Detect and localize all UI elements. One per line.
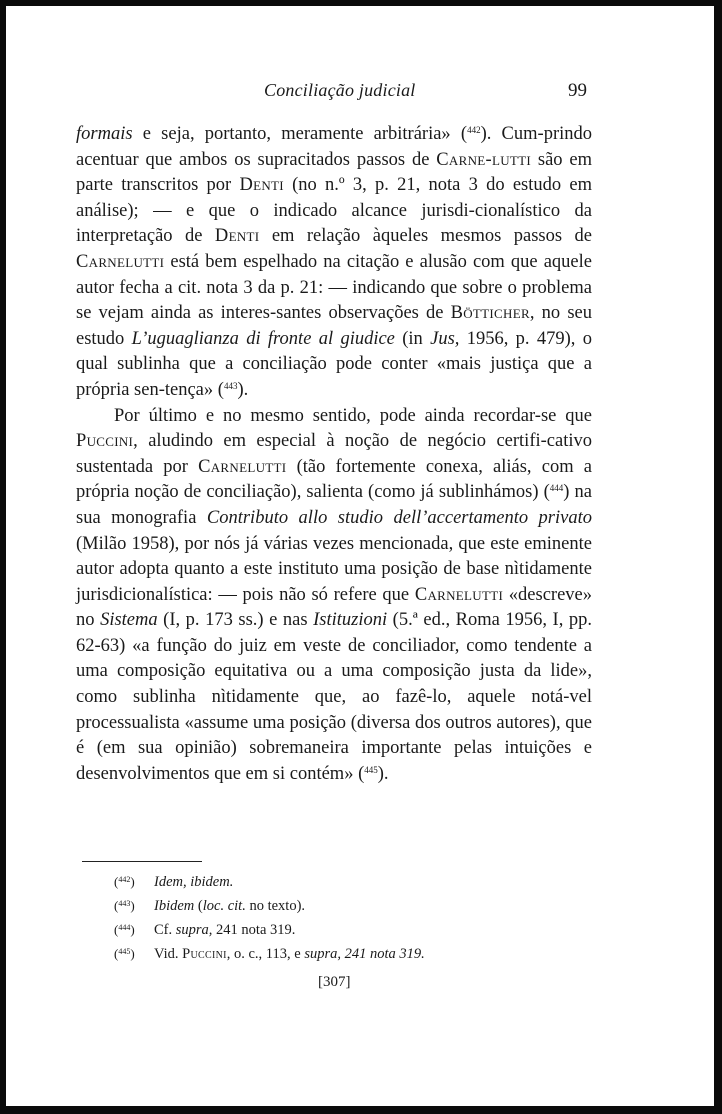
footnote-ref: 442: [467, 125, 481, 135]
text-run: em relação àqueles mesmos passos de: [259, 226, 592, 247]
footnote-ref: 445: [364, 764, 378, 775]
footnote-text: Ibidem: [154, 898, 195, 914]
text-run: , aludindo em especial à noção de negócio certifi-cativo sustentada por: [76, 431, 592, 477]
footnote-text: loc. cit.: [202, 898, 246, 914]
paragraph-2: [76, 404, 592, 788]
footnote-ref: 444: [549, 483, 564, 494]
work-title: Contributo allo studio dell’accertamento privato: [206, 507, 592, 528]
text-run: 1956, p. 479), o qual sublinha que a conciliação pode conter «mais justiça que a própria sen-tença» (: [76, 328, 592, 400]
text-run: Por último e no mesmo sentido, pode ainda recordar-se que: [114, 405, 592, 426]
text-run: «descreve» no: [76, 584, 592, 631]
text-run: está bem espelhado na citação e alusão com que aquele autor fecha a cit. nota 3 da p. 21: — indicando que sobre o problema se vejam ainda as interes-santes observações de: [76, 251, 592, 324]
print-page-number: [307]: [318, 974, 351, 990]
author-name: Carnelutti: [198, 456, 287, 477]
text-run: ).: [377, 763, 389, 784]
author-name: Carne-lutti: [436, 149, 532, 170]
author-name: Denti: [214, 226, 260, 247]
text-run: ).: [237, 379, 249, 400]
page-number: 99: [568, 80, 587, 101]
main-text: [76, 122, 592, 787]
footnote-text: 241 nota 319.: [212, 922, 296, 938]
journal-title: Jus,: [430, 328, 460, 349]
text-run: (tão fortemente conexa, aliás, com a própria noção de conciliação), salienta (como já sublinhámos) (: [76, 456, 592, 503]
text-run: , no seu estudo: [76, 303, 592, 349]
footnote-text: no texto).: [245, 898, 306, 914]
footnote-text: Idem, ibidem.: [154, 874, 234, 890]
footnote-442: [114, 869, 574, 893]
text-run: são em parte transcritos por: [76, 149, 592, 196]
footnote-445: [114, 941, 574, 965]
text-run: (5.ª ed., Roma 1956, I, pp. 62-63) «a função do juiz em veste de conciliador, como tendente a uma composição equitativa ou a uma composição justa da lide», como sublinha nìtidamente que, ao fazê-lo, aquele notá-vel processualista «assume uma posição (diversa dos outros autores), que é (em sua opinião) sobremaneira importante pelas intuições e desenvolvimentos que em si contém» (: [76, 610, 593, 784]
author-name: Puccini: [182, 946, 227, 962]
author-name: Puccini: [76, 431, 134, 452]
footnotes: [114, 869, 574, 965]
book-page: [6, 6, 714, 1106]
author-name: Bötticher: [450, 303, 530, 324]
running-title: Conciliação judicial: [264, 80, 416, 100]
text-run: (I, p. 173 ss.) e nas: [157, 610, 314, 631]
footnote-text: Vid.: [154, 946, 183, 962]
footnote-ref: 443: [223, 380, 238, 391]
text-run: ) na sua monografia: [76, 482, 592, 528]
footnote-number: ($^{444}$): [114, 922, 135, 937]
footnote-text: supra, 241 nota 319.: [304, 946, 425, 962]
work-title: Istituzioni: [313, 610, 388, 631]
text-run: ). Cum-prindo acentuar que ambos os supracitados passos de: [76, 124, 592, 170]
footnote-number: ($^{442}$): [114, 874, 135, 889]
text-run: e seja, portanto, meramente arbitrária» (: [132, 124, 468, 144]
author-name: Carnelutti: [76, 251, 165, 272]
author-name: Carnelutti: [414, 584, 504, 605]
text-italic: formais: [76, 124, 133, 144]
author-name: Denti: [239, 175, 284, 196]
paragraph-1: [76, 122, 592, 404]
footnote-444: [114, 917, 574, 941]
footnote-text: Cf.: [154, 922, 176, 938]
work-title: L’uguaglianza di fronte al giudice: [131, 328, 395, 349]
work-title: Sistema: [100, 610, 158, 631]
footnote-text: , o. c., 113, e: [226, 946, 305, 962]
text-run: (Milão 1958), por nós já várias vezes mencionada, que este eminente autor adopta quanto a este instituto uma posição de base nìtidamente jurisdicionalística: — pois não só refere que: [76, 533, 592, 605]
page-header: [6, 80, 714, 106]
footnote-number: ($^{445}$): [114, 946, 135, 961]
footnote-text: supra,: [175, 922, 213, 938]
footnote-text: (: [194, 898, 203, 914]
footnote-443: [114, 893, 574, 917]
footnote-number: ($^{443}$): [114, 898, 135, 913]
text-run: (no n.º 3, p. 21, nota 3 do estudo em análise); — e que o indicado alcance jurisdi-cionalístico da interpretação de: [76, 175, 592, 247]
footnote-divider: [82, 861, 202, 862]
text-run: (in: [394, 328, 431, 349]
